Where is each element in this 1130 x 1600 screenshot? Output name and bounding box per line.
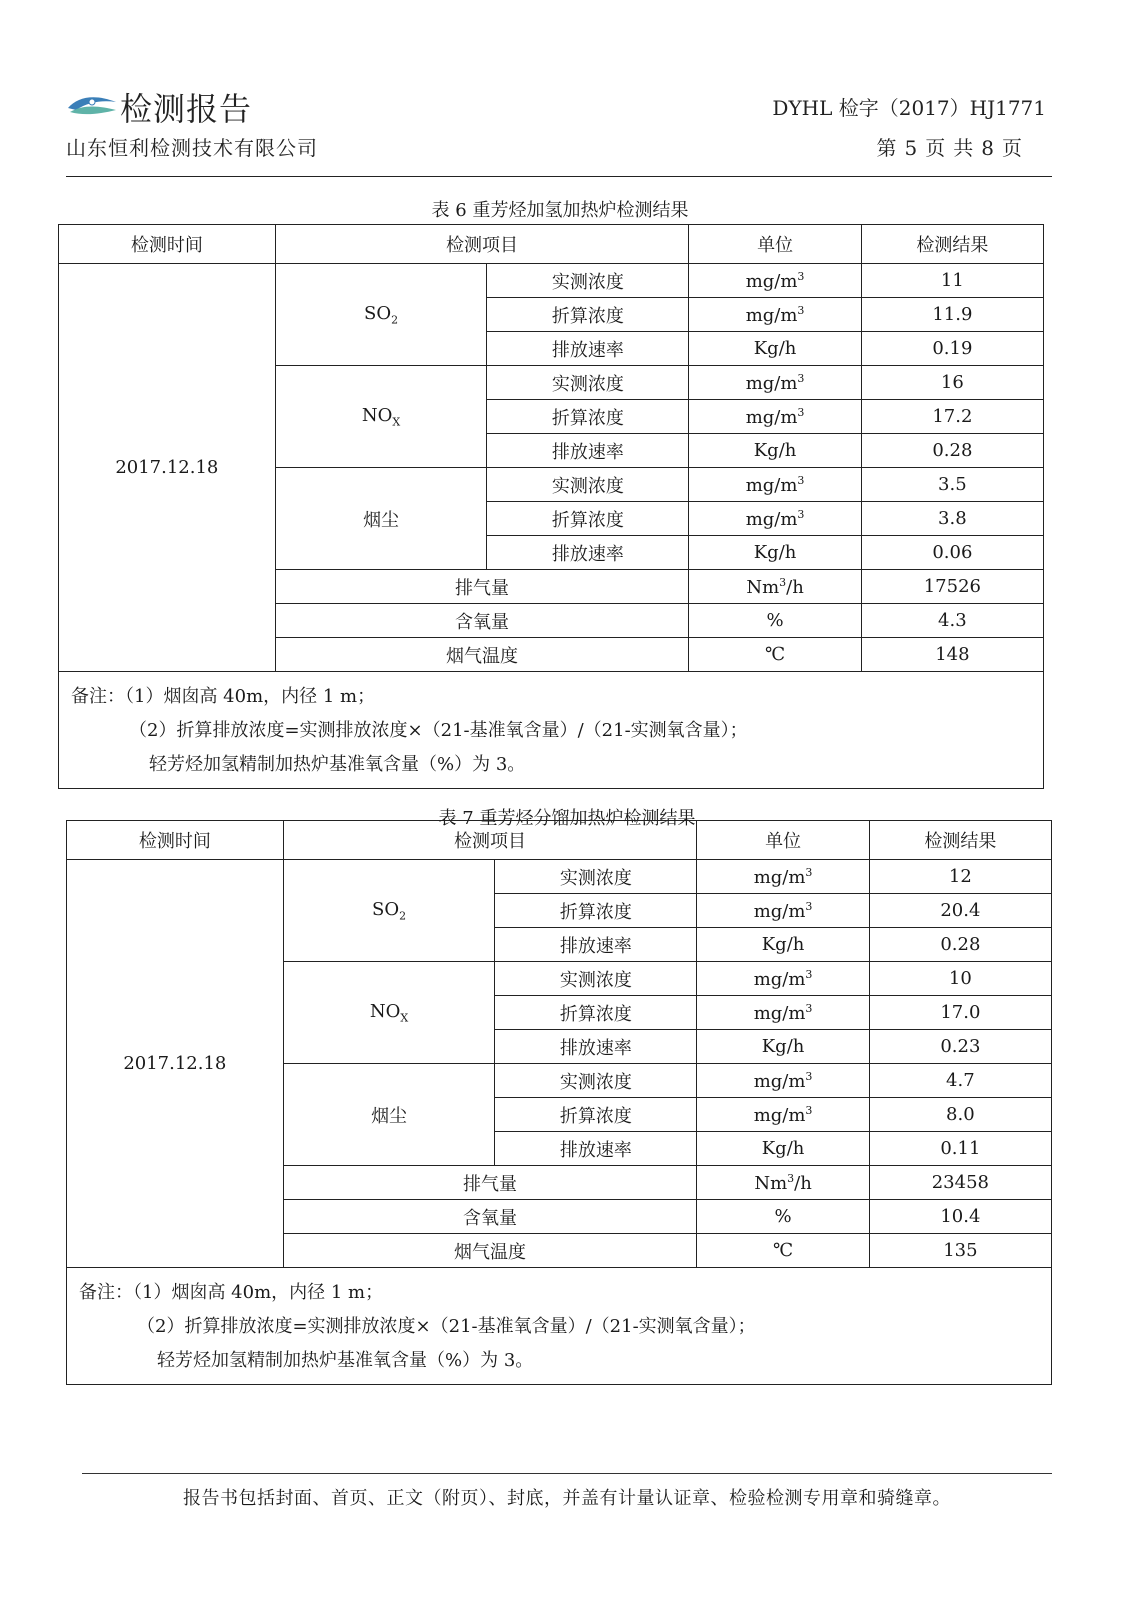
- unit-superscript: 3: [805, 967, 813, 981]
- col-unit-label: 单位: [765, 831, 802, 852]
- unit-suffix: /h: [794, 1172, 812, 1194]
- value-cell: [861, 570, 1043, 604]
- test-date: 2017.12.18: [115, 457, 219, 478]
- value-cell: [869, 1166, 1051, 1200]
- unit-label: mg/m: [745, 406, 798, 428]
- value-cell: [869, 996, 1051, 1030]
- result-value: 0.28: [932, 440, 973, 461]
- unit-superscript: 3: [797, 473, 805, 487]
- footer-statement: 报告书包括封面、首页、正文（附页）、封底，并盖有计量认证章、检验检测专用章和骑缝章。: [183, 1488, 951, 1509]
- pollutant-subscript: 2: [399, 909, 407, 923]
- page-total: 8: [981, 136, 994, 160]
- note-line: 备注：（1）烟囱高 40m，内径 1 m；: [79, 1282, 384, 1303]
- pollutant-name: SO: [364, 302, 392, 324]
- unit-label: mg/m: [753, 866, 806, 888]
- result-value: 16: [940, 372, 964, 393]
- item-label: 排气量: [463, 1173, 518, 1195]
- header-cell: [283, 821, 697, 860]
- unit-cell: [697, 1200, 869, 1234]
- unit-superscript: 3: [779, 575, 787, 589]
- value-cell: [861, 468, 1043, 502]
- col-time-label: 检测时间: [138, 831, 211, 852]
- item-label: 烟气温度: [446, 645, 519, 667]
- unit-label: mg/m: [753, 900, 806, 922]
- pollutant-cell: [283, 962, 495, 1064]
- note-line: 轻芳烃加氢精制加热炉基准氧含量（%）为 3。: [149, 754, 526, 775]
- unit-cell: [689, 468, 861, 502]
- table-header-row: [59, 225, 1044, 264]
- page-current: 5: [904, 136, 918, 160]
- item-cell: [495, 1064, 697, 1098]
- pollutant-name: 烟尘: [371, 1105, 408, 1127]
- item-cell: [283, 1200, 697, 1234]
- result-value: 17526: [923, 576, 981, 597]
- notes-cell: [59, 672, 1044, 789]
- col-result-label: 检测结果: [924, 831, 997, 852]
- date-cell: [67, 860, 284, 1268]
- item-cell: [487, 468, 689, 502]
- header-cell: [275, 225, 689, 264]
- note-line: （2）折算排放浓度=实测排放浓度×（21-基准氧含量）/（21-实测氧含量）；: [129, 720, 748, 741]
- value-cell: [861, 332, 1043, 366]
- unit-superscript: 3: [797, 269, 805, 283]
- item-label: 折算浓度: [551, 305, 624, 327]
- item-cell: [487, 264, 689, 298]
- unit-cell: [697, 1166, 869, 1200]
- pollutant-name: NO: [369, 1000, 401, 1022]
- result-value: 17.2: [932, 406, 973, 427]
- unit-label: ℃: [772, 1240, 794, 1261]
- unit-label: Kg/h: [753, 542, 797, 563]
- unit-superscript: 3: [797, 303, 805, 317]
- value-cell: [869, 1132, 1051, 1166]
- table7-results: [66, 820, 1052, 1385]
- value-cell: [861, 502, 1043, 536]
- notes-row: [59, 672, 1044, 789]
- unit-cell: [689, 570, 861, 604]
- item-cell: [495, 962, 697, 996]
- table6-caption: 表 6 重芳烃加氢加热炉检测结果: [431, 200, 689, 221]
- pollutant-cell: [275, 264, 487, 366]
- item-label: 排放速率: [551, 543, 624, 565]
- company-name: 山东恒利检测技术有限公司: [66, 136, 318, 160]
- unit-cell: [689, 400, 861, 434]
- unit-cell: [689, 264, 861, 298]
- table6-results: [58, 224, 1044, 789]
- item-label: 含氧量: [463, 1207, 518, 1229]
- unit-cell: [697, 962, 869, 996]
- value-cell: [869, 894, 1051, 928]
- unit-cell: [689, 434, 861, 468]
- header-cell: [869, 821, 1051, 860]
- item-cell: [487, 502, 689, 536]
- unit-label: Kg/h: [761, 1036, 805, 1057]
- header-cell: [689, 225, 861, 264]
- pollutant-name: 烟尘: [363, 509, 400, 531]
- pollutant-cell: [283, 860, 495, 962]
- table-row: [59, 264, 1044, 298]
- result-value: 4.7: [946, 1070, 975, 1091]
- item-cell: [487, 536, 689, 570]
- value-cell: [861, 536, 1043, 570]
- value-cell: [861, 298, 1043, 332]
- unit-label: Nm: [754, 1172, 788, 1194]
- result-value: 148: [935, 644, 970, 665]
- note-line: 备注：（1）烟囱高 40m，内径 1 m；: [71, 686, 376, 707]
- result-value: 20.4: [940, 900, 981, 921]
- item-cell: [275, 570, 689, 604]
- result-value: 3.5: [938, 474, 967, 495]
- value-cell: [869, 962, 1051, 996]
- item-cell: [487, 332, 689, 366]
- page-header: [66, 80, 1046, 180]
- test-date: 2017.12.18: [123, 1053, 227, 1074]
- unit-cell: [697, 996, 869, 1030]
- page-prefix: 第: [876, 136, 897, 160]
- result-value: 0.19: [932, 338, 973, 359]
- unit-superscript: 3: [797, 507, 805, 521]
- item-cell: [495, 894, 697, 928]
- page-mid1: 页: [925, 136, 946, 160]
- unit-label: %: [774, 1206, 792, 1227]
- table7-caption: 表 7 重芳烃分馏加热炉检测结果: [438, 808, 696, 829]
- item-label: 实测浓度: [551, 475, 624, 497]
- unit-label: mg/m: [753, 1070, 806, 1092]
- company-logo-icon: [66, 88, 118, 122]
- item-label: 排放速率: [559, 1139, 632, 1161]
- result-value: 10: [948, 968, 972, 989]
- header-cell: [59, 225, 276, 264]
- header-cell: [697, 821, 869, 860]
- pollutant-subscript: X: [392, 415, 401, 429]
- unit-cell: [689, 332, 861, 366]
- result-value: 4.3: [938, 610, 967, 631]
- result-value: 3.8: [938, 508, 967, 529]
- result-value: 23458: [931, 1172, 989, 1193]
- value-cell: [861, 366, 1043, 400]
- unit-cell: [689, 536, 861, 570]
- item-label: 实测浓度: [551, 373, 624, 395]
- pollutant-cell: [275, 468, 487, 570]
- value-cell: [869, 1098, 1051, 1132]
- unit-cell: [697, 1234, 869, 1268]
- item-label: 折算浓度: [559, 901, 632, 923]
- value-cell: [869, 1030, 1051, 1064]
- unit-label: mg/m: [745, 508, 798, 530]
- item-cell: [495, 1098, 697, 1132]
- item-cell: [495, 1030, 697, 1064]
- pollutant-cell: [283, 1064, 495, 1166]
- date-cell: [59, 264, 276, 672]
- unit-label: ℃: [764, 644, 786, 665]
- header-cell: [861, 225, 1043, 264]
- result-value: 11: [940, 270, 964, 291]
- unit-label: mg/m: [745, 304, 798, 326]
- unit-label: Kg/h: [753, 338, 797, 359]
- unit-label: mg/m: [753, 968, 806, 990]
- item-label: 排放速率: [551, 441, 624, 463]
- col-result-label: 检测结果: [916, 235, 989, 256]
- unit-superscript: 3: [797, 405, 805, 419]
- value-cell: [861, 400, 1043, 434]
- unit-label: mg/m: [745, 474, 798, 496]
- item-label: 排放速率: [551, 339, 624, 361]
- item-label: 排放速率: [559, 935, 632, 957]
- unit-cell: [689, 604, 861, 638]
- item-label: 排放速率: [559, 1037, 632, 1059]
- unit-superscript: 3: [805, 1103, 813, 1117]
- value-cell: [869, 860, 1051, 894]
- header-cell: [67, 821, 284, 860]
- unit-label: %: [766, 610, 784, 631]
- notes-row: [67, 1268, 1052, 1385]
- pollutant-cell: [275, 366, 487, 468]
- item-cell: [283, 1166, 697, 1200]
- table-header-row: [67, 821, 1052, 860]
- item-label: 折算浓度: [559, 1105, 632, 1127]
- value-cell: [869, 1064, 1051, 1098]
- item-label: 折算浓度: [551, 407, 624, 429]
- note-line: （2）折算排放浓度=实测排放浓度×（21-基准氧含量）/（21-实测氧含量）；: [137, 1316, 756, 1337]
- item-cell: [487, 434, 689, 468]
- unit-label: Kg/h: [753, 440, 797, 461]
- unit-superscript: 3: [787, 1171, 795, 1185]
- item-cell: [275, 604, 689, 638]
- result-value: 11.9: [932, 304, 973, 325]
- unit-cell: [689, 502, 861, 536]
- unit-cell: [689, 638, 861, 672]
- unit-cell: [697, 860, 869, 894]
- unit-label: Kg/h: [761, 1138, 805, 1159]
- notes-cell: [67, 1268, 1052, 1385]
- value-cell: [861, 434, 1043, 468]
- result-value: 12: [948, 866, 972, 887]
- col-unit-label: 单位: [757, 235, 794, 256]
- unit-cell: [689, 298, 861, 332]
- footer-divider: [82, 1473, 1052, 1474]
- result-value: 10.4: [940, 1206, 981, 1227]
- page-suffix: 页: [1002, 136, 1022, 160]
- result-value: 0.23: [940, 1036, 981, 1057]
- report-title: 检测报告: [120, 90, 253, 128]
- item-label: 含氧量: [455, 611, 510, 633]
- page-mid2: 共: [953, 136, 974, 160]
- value-cell: [869, 1200, 1051, 1234]
- unit-superscript: 3: [805, 1069, 813, 1083]
- value-cell: [861, 264, 1043, 298]
- unit-superscript: 3: [797, 371, 805, 385]
- pollutant-subscript: X: [400, 1011, 409, 1025]
- result-value: 8.0: [946, 1104, 975, 1125]
- item-cell: [283, 1234, 697, 1268]
- col-item-label: 检测项目: [454, 831, 527, 852]
- unit-label: mg/m: [753, 1002, 806, 1024]
- result-value: 135: [943, 1240, 978, 1261]
- col-item-label: 检测项目: [446, 235, 519, 256]
- item-cell: [275, 638, 689, 672]
- value-cell: [861, 604, 1043, 638]
- unit-superscript: 3: [805, 865, 813, 879]
- table-row: [67, 860, 1052, 894]
- result-value: 0.28: [940, 934, 981, 955]
- unit-label: mg/m: [745, 372, 798, 394]
- item-label: 实测浓度: [559, 1071, 632, 1093]
- value-cell: [869, 928, 1051, 962]
- item-label: 烟气温度: [454, 1241, 527, 1263]
- unit-suffix: /h: [786, 576, 804, 598]
- item-cell: [487, 366, 689, 400]
- unit-superscript: 3: [805, 899, 813, 913]
- unit-cell: [697, 1098, 869, 1132]
- unit-cell: [697, 1064, 869, 1098]
- item-label: 实测浓度: [551, 271, 624, 293]
- unit-label: mg/m: [753, 1104, 806, 1126]
- unit-cell: [689, 366, 861, 400]
- item-cell: [495, 860, 697, 894]
- header-divider: [66, 176, 1052, 177]
- unit-label: mg/m: [745, 270, 798, 292]
- pollutant-name: NO: [361, 404, 393, 426]
- unit-label: Kg/h: [761, 934, 805, 955]
- value-cell: [861, 638, 1043, 672]
- result-value: 17.0: [940, 1002, 981, 1023]
- item-cell: [487, 298, 689, 332]
- item-cell: [495, 1132, 697, 1166]
- note-line: 轻芳烃加氢精制加热炉基准氧含量（%）为 3。: [157, 1350, 534, 1371]
- item-label: 折算浓度: [551, 509, 624, 531]
- item-cell: [495, 928, 697, 962]
- unit-cell: [697, 1132, 869, 1166]
- item-label: 实测浓度: [559, 867, 632, 889]
- result-value: 0.11: [940, 1138, 981, 1159]
- item-label: 排气量: [455, 577, 510, 599]
- unit-cell: [697, 894, 869, 928]
- unit-label: Nm: [746, 576, 780, 598]
- col-time-label: 检测时间: [130, 235, 203, 256]
- item-cell: [487, 400, 689, 434]
- unit-cell: [697, 928, 869, 962]
- item-label: 折算浓度: [559, 1003, 632, 1025]
- page-indicator: [873, 132, 1026, 161]
- unit-cell: [697, 1030, 869, 1064]
- result-value: 0.06: [932, 542, 973, 563]
- pollutant-subscript: 2: [391, 313, 399, 327]
- item-label: 实测浓度: [559, 969, 632, 991]
- item-cell: [495, 996, 697, 1030]
- pollutant-name: SO: [372, 898, 400, 920]
- report-number: DYHL 检字（2017）HJ1771: [772, 96, 1046, 120]
- unit-superscript: 3: [805, 1001, 813, 1015]
- value-cell: [869, 1234, 1051, 1268]
